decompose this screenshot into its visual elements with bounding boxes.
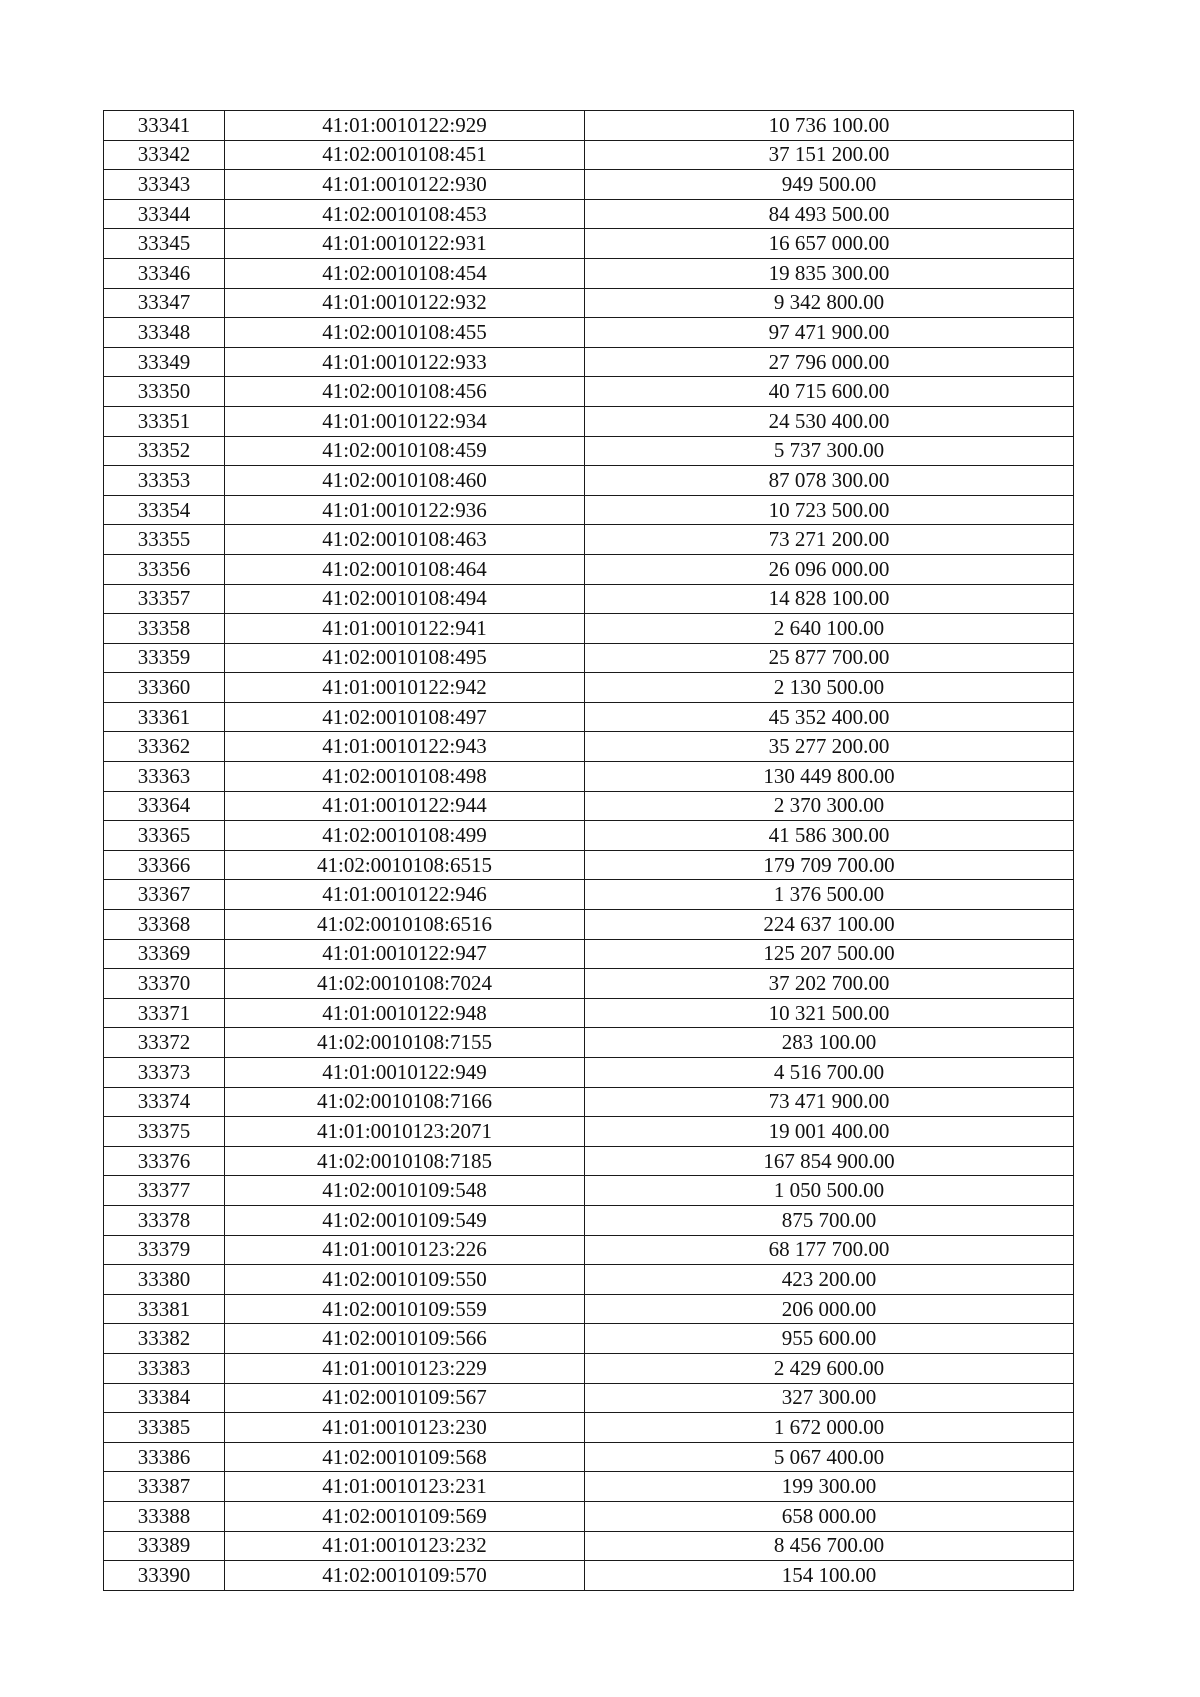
table-row (104, 347, 1074, 377)
cadastral-value-cell: 5 067 400.00 (585, 1442, 1074, 1472)
row-number-cell: 33356 (104, 554, 225, 584)
table-row (104, 1501, 1074, 1531)
row-number-cell: 33366 (104, 850, 225, 880)
cadastral-value-cell: 2 130 500.00 (585, 673, 1074, 703)
table-row (104, 229, 1074, 259)
cadastral-value-cell: 10 321 500.00 (585, 998, 1074, 1028)
table-row (104, 1383, 1074, 1413)
cadastral-value-cell: 97 471 900.00 (585, 318, 1074, 348)
table-row (104, 377, 1074, 407)
cadastral-number-cell: 41:01:0010122:929 (225, 111, 585, 141)
cadastral-number-cell: 41:01:0010122:933 (225, 347, 585, 377)
row-number-cell: 33351 (104, 406, 225, 436)
cadastral-number-cell: 41:01:0010122:931 (225, 229, 585, 259)
row-number-cell: 33385 (104, 1413, 225, 1443)
table-row (104, 643, 1074, 673)
cadastral-value-cell: 25 877 700.00 (585, 643, 1074, 673)
cadastral-value-cell: 68 177 700.00 (585, 1235, 1074, 1265)
row-number-cell: 33371 (104, 998, 225, 1028)
cadastral-value-cell: 2 429 600.00 (585, 1353, 1074, 1383)
cadastral-value-cell: 8 456 700.00 (585, 1531, 1074, 1561)
cadastral-value-cell: 1 050 500.00 (585, 1176, 1074, 1206)
table-row (104, 880, 1074, 910)
row-number-cell: 33386 (104, 1442, 225, 1472)
cadastral-number-cell: 41:02:0010108:498 (225, 762, 585, 792)
row-number-cell: 33372 (104, 1028, 225, 1058)
cadastral-number-cell: 41:02:0010108:463 (225, 525, 585, 555)
cadastral-number-cell: 41:02:0010108:455 (225, 318, 585, 348)
row-number-cell: 33380 (104, 1265, 225, 1295)
cadastral-value-cell: 41 586 300.00 (585, 821, 1074, 851)
cadastral-value-cell: 206 000.00 (585, 1294, 1074, 1324)
cadastral-value-cell: 1 376 500.00 (585, 880, 1074, 910)
row-number-cell: 33362 (104, 732, 225, 762)
row-number-cell: 33349 (104, 347, 225, 377)
table-row (104, 791, 1074, 821)
table-row (104, 288, 1074, 318)
cadastral-number-cell: 41:02:0010108:451 (225, 140, 585, 170)
table-row (104, 939, 1074, 969)
row-number-cell: 33353 (104, 466, 225, 496)
cadastral-number-cell: 41:02:0010108:454 (225, 258, 585, 288)
cadastral-value-cell: 84 493 500.00 (585, 199, 1074, 229)
cadastral-value-cell: 224 637 100.00 (585, 910, 1074, 940)
cadastral-value-cell: 327 300.00 (585, 1383, 1074, 1413)
row-number-cell: 33346 (104, 258, 225, 288)
cadastral-number-cell: 41:02:0010109:567 (225, 1383, 585, 1413)
table-row (104, 1058, 1074, 1088)
row-number-cell: 33358 (104, 614, 225, 644)
table-row (104, 318, 1074, 348)
row-number-cell: 33382 (104, 1324, 225, 1354)
cadastral-value-cell: 2 370 300.00 (585, 791, 1074, 821)
cadastral-number-cell: 41:02:0010108:494 (225, 584, 585, 614)
table-row (104, 1205, 1074, 1235)
table-row (104, 406, 1074, 436)
table-row (104, 762, 1074, 792)
row-number-cell: 33374 (104, 1087, 225, 1117)
cadastral-number-cell: 41:02:0010108:453 (225, 199, 585, 229)
row-number-cell: 33343 (104, 170, 225, 200)
cadastral-value-cell: 10 723 500.00 (585, 495, 1074, 525)
table-row (104, 614, 1074, 644)
cadastral-value-cell: 87 078 300.00 (585, 466, 1074, 496)
cadastral-number-cell: 41:01:0010123:229 (225, 1353, 585, 1383)
row-number-cell: 33384 (104, 1383, 225, 1413)
table-row (104, 1087, 1074, 1117)
table-row (104, 850, 1074, 880)
table-row (104, 998, 1074, 1028)
cadastral-number-cell: 41:02:0010109:549 (225, 1205, 585, 1235)
cadastral-number-cell: 41:01:0010122:943 (225, 732, 585, 762)
cadastral-number-cell: 41:01:0010122:941 (225, 614, 585, 644)
cadastral-number-cell: 41:01:0010122:930 (225, 170, 585, 200)
cadastral-value-cell: 45 352 400.00 (585, 702, 1074, 732)
table-row (104, 1531, 1074, 1561)
table-row (104, 1176, 1074, 1206)
row-number-cell: 33376 (104, 1146, 225, 1176)
cadastral-number-cell: 41:02:0010108:6516 (225, 910, 585, 940)
table-row (104, 436, 1074, 466)
row-number-cell: 33377 (104, 1176, 225, 1206)
row-number-cell: 33348 (104, 318, 225, 348)
cadastral-number-cell: 41:02:0010109:568 (225, 1442, 585, 1472)
cadastral-number-cell: 41:02:0010108:464 (225, 554, 585, 584)
row-number-cell: 33388 (104, 1501, 225, 1531)
cadastral-number-cell: 41:01:0010122:942 (225, 673, 585, 703)
cadastral-value-cell: 955 600.00 (585, 1324, 1074, 1354)
row-number-cell: 33363 (104, 762, 225, 792)
cadastral-number-cell: 41:02:0010108:456 (225, 377, 585, 407)
cadastral-value-cell: 130 449 800.00 (585, 762, 1074, 792)
cadastral-number-cell: 41:02:0010109:570 (225, 1561, 585, 1591)
cadastral-value-cell: 9 342 800.00 (585, 288, 1074, 318)
cadastral-value-cell: 1 672 000.00 (585, 1413, 1074, 1443)
cadastral-number-cell: 41:01:0010123:232 (225, 1531, 585, 1561)
table-row (104, 111, 1074, 141)
table-row (104, 673, 1074, 703)
table-row (104, 702, 1074, 732)
cadastral-value-cell: 2 640 100.00 (585, 614, 1074, 644)
row-number-cell: 33345 (104, 229, 225, 259)
cadastral-number-cell: 41:01:0010122:936 (225, 495, 585, 525)
cadastral-value-cell: 24 530 400.00 (585, 406, 1074, 436)
row-number-cell: 33354 (104, 495, 225, 525)
cadastral-number-cell: 41:02:0010108:7166 (225, 1087, 585, 1117)
cadastral-value-cell: 19 001 400.00 (585, 1117, 1074, 1147)
table-row (104, 1265, 1074, 1295)
table-row (104, 495, 1074, 525)
cadastral-value-cell: 27 796 000.00 (585, 347, 1074, 377)
cadastral-number-cell: 41:01:0010122:932 (225, 288, 585, 318)
table-row (104, 140, 1074, 170)
row-number-cell: 33387 (104, 1472, 225, 1502)
cadastral-number-cell: 41:01:0010122:946 (225, 880, 585, 910)
row-number-cell: 33379 (104, 1235, 225, 1265)
row-number-cell: 33370 (104, 969, 225, 999)
table-row (104, 1413, 1074, 1443)
cadastral-value-cell: 37 151 200.00 (585, 140, 1074, 170)
cadastral-value-cell: 125 207 500.00 (585, 939, 1074, 969)
cadastral-value-cell: 423 200.00 (585, 1265, 1074, 1295)
cadastral-value-cell: 199 300.00 (585, 1472, 1074, 1502)
cadastral-number-cell: 41:02:0010108:459 (225, 436, 585, 466)
cadastral-number-cell: 41:02:0010109:550 (225, 1265, 585, 1295)
row-number-cell: 33369 (104, 939, 225, 969)
table-row (104, 554, 1074, 584)
cadastral-value-cell: 658 000.00 (585, 1501, 1074, 1531)
table-row (104, 1472, 1074, 1502)
cadastral-number-cell: 41:02:0010109:559 (225, 1294, 585, 1324)
cadastral-number-cell: 41:02:0010108:497 (225, 702, 585, 732)
row-number-cell: 33375 (104, 1117, 225, 1147)
cadastral-number-cell: 41:02:0010109:569 (225, 1501, 585, 1531)
row-number-cell: 33361 (104, 702, 225, 732)
cadastral-number-cell: 41:01:0010123:2071 (225, 1117, 585, 1147)
cadastral-value-cell: 40 715 600.00 (585, 377, 1074, 407)
table-row (104, 1146, 1074, 1176)
row-number-cell: 33341 (104, 111, 225, 141)
cadastral-value-cell: 154 100.00 (585, 1561, 1074, 1591)
cadastral-value-cell: 26 096 000.00 (585, 554, 1074, 584)
table-row (104, 1294, 1074, 1324)
table-row (104, 466, 1074, 496)
cadastral-number-cell: 41:02:0010108:460 (225, 466, 585, 496)
table-row (104, 170, 1074, 200)
row-number-cell: 33389 (104, 1531, 225, 1561)
cadastral-number-cell: 41:01:0010122:948 (225, 998, 585, 1028)
row-number-cell: 33367 (104, 880, 225, 910)
row-number-cell: 33368 (104, 910, 225, 940)
cadastral-value-cell: 5 737 300.00 (585, 436, 1074, 466)
cadastral-number-cell: 41:01:0010122:949 (225, 1058, 585, 1088)
cadastral-number-cell: 41:02:0010108:7155 (225, 1028, 585, 1058)
cadastral-number-cell: 41:01:0010123:230 (225, 1413, 585, 1443)
row-number-cell: 33365 (104, 821, 225, 851)
row-number-cell: 33344 (104, 199, 225, 229)
cadastral-value-cell: 73 471 900.00 (585, 1087, 1074, 1117)
table-row (104, 910, 1074, 940)
cadastral-value-cell: 875 700.00 (585, 1205, 1074, 1235)
table-row (104, 1235, 1074, 1265)
table-row (104, 1028, 1074, 1058)
cadastral-value-cell: 37 202 700.00 (585, 969, 1074, 999)
cadastral-value-cell: 283 100.00 (585, 1028, 1074, 1058)
table-row (104, 1442, 1074, 1472)
row-number-cell: 33357 (104, 584, 225, 614)
cadastral-number-cell: 41:02:0010108:6515 (225, 850, 585, 880)
table-row (104, 969, 1074, 999)
row-number-cell: 33350 (104, 377, 225, 407)
cadastral-number-cell: 41:01:0010122:944 (225, 791, 585, 821)
table-row (104, 525, 1074, 555)
row-number-cell: 33342 (104, 140, 225, 170)
cadastral-value-cell: 73 271 200.00 (585, 525, 1074, 555)
cadastral-value-cell: 16 657 000.00 (585, 229, 1074, 259)
table-row (104, 821, 1074, 851)
cadastral-value-cell: 10 736 100.00 (585, 111, 1074, 141)
cadastral-value-cell: 19 835 300.00 (585, 258, 1074, 288)
row-number-cell: 33390 (104, 1561, 225, 1591)
row-number-cell: 33360 (104, 673, 225, 703)
cadastral-value-table (103, 110, 1074, 1591)
row-number-cell: 33373 (104, 1058, 225, 1088)
table-row (104, 732, 1074, 762)
cadastral-value-cell: 179 709 700.00 (585, 850, 1074, 880)
cadastral-number-cell: 41:02:0010109:548 (225, 1176, 585, 1206)
cadastral-number-cell: 41:02:0010108:499 (225, 821, 585, 851)
table-row (104, 1117, 1074, 1147)
cadastral-number-cell: 41:02:0010109:566 (225, 1324, 585, 1354)
cadastral-number-cell: 41:01:0010122:947 (225, 939, 585, 969)
cadastral-number-cell: 41:02:0010108:7185 (225, 1146, 585, 1176)
row-number-cell: 33378 (104, 1205, 225, 1235)
cadastral-value-cell: 35 277 200.00 (585, 732, 1074, 762)
table-row (104, 1561, 1074, 1591)
table-row (104, 258, 1074, 288)
cadastral-value-cell: 14 828 100.00 (585, 584, 1074, 614)
cadastral-number-cell: 41:01:0010123:231 (225, 1472, 585, 1502)
row-number-cell: 33359 (104, 643, 225, 673)
cadastral-number-cell: 41:02:0010108:495 (225, 643, 585, 673)
table-row (104, 1353, 1074, 1383)
table-row (104, 584, 1074, 614)
cadastral-value-cell: 4 516 700.00 (585, 1058, 1074, 1088)
row-number-cell: 33352 (104, 436, 225, 466)
cadastral-value-cell: 949 500.00 (585, 170, 1074, 200)
row-number-cell: 33383 (104, 1353, 225, 1383)
table-row (104, 199, 1074, 229)
cadastral-number-cell: 41:02:0010108:7024 (225, 969, 585, 999)
row-number-cell: 33381 (104, 1294, 225, 1324)
row-number-cell: 33355 (104, 525, 225, 555)
cadastral-number-cell: 41:01:0010122:934 (225, 406, 585, 436)
row-number-cell: 33347 (104, 288, 225, 318)
table-row (104, 1324, 1074, 1354)
row-number-cell: 33364 (104, 791, 225, 821)
cadastral-value-cell: 167 854 900.00 (585, 1146, 1074, 1176)
cadastral-number-cell: 41:01:0010123:226 (225, 1235, 585, 1265)
table-body (104, 111, 1074, 1591)
